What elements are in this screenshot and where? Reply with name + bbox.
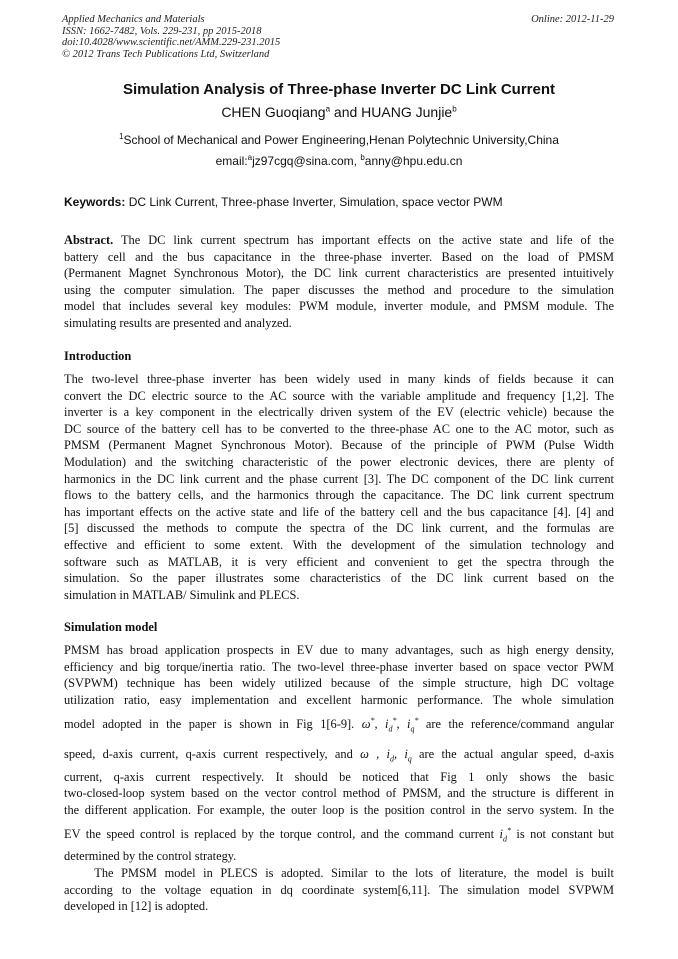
sim-line: two-closed-loop system based on the vector control method of PMSM, and the structure is different in — [64, 786, 614, 801]
author-1-sup: a — [325, 104, 331, 114]
intro-line: convert the DC electric source to the AC source with the variable amplitude and frequency [1,2]. The — [64, 388, 614, 403]
authors — [0, 104, 678, 120]
journal-name: Applied Mechanics and Materials — [62, 14, 205, 25]
issn: ISSN: 1662-7482, Vols. 229-231, pp 2015-2018 — [62, 25, 262, 37]
section-heading-introduction: Introduction — [64, 349, 132, 363]
introduction-body — [64, 371, 614, 603]
intro-line: PMSM (Permanent Magnet Synchronous Motor). Because of the principle of PWM (Pulse Width — [64, 438, 614, 453]
email-label: email: — [215, 154, 248, 168]
intro-line: has important effects on the active state and life of the battery cell and the bus capacitance [4]. [4] and — [64, 504, 614, 519]
intro-line: [5] discussed the methods to compute the spectra of the DC link current, and the formulas are — [64, 521, 614, 536]
sim-line-symbols-2: speed, d-axis current, q-axis current respectively, and ω , $i_d$, $i_q$ are the actual angular speed, d-axis — [64, 747, 614, 764]
email-2[interactable]: anny@hpu.edu.cn — [364, 154, 463, 168]
email-1[interactable]: jz97cgq@sina.com, — [252, 154, 361, 168]
keywords-label: Keywords: — [64, 195, 126, 209]
email-sup-b: b — [360, 153, 365, 162]
sim-para2-line: developed in [12] is adopted. — [64, 899, 209, 914]
affiliation — [0, 133, 678, 147]
email-line — [0, 154, 678, 168]
intro-line: harmonics in the DC link current and the phase current [3]. The DC component of the DC link current — [64, 471, 614, 486]
intro-line: DC source of the battery cell has to be converted to the three-phase AC one to the AC motor, such as — [64, 421, 614, 436]
keywords — [64, 195, 503, 209]
simulation-model-body — [64, 642, 614, 915]
abstract-label: Abstract. — [64, 233, 114, 247]
keywords-text: DC Link Current, Three-phase Inverter, Simulation, space vector PWM — [125, 195, 503, 209]
doi: doi:10.4028/www.scientific.net/AMM.229-231.2015 — [62, 37, 281, 48]
sim-line: the different application. For example, the outer loop is the position control in the servo system. In the — [64, 802, 614, 817]
omega-star-symbol: ω*, $i_d^*$, $i_q^*$ — [361, 716, 419, 734]
sim-line: PMSM has broad application prospects in EV due to many advantages, such as high energy density, — [64, 643, 614, 657]
omega-symbol: ω , $i_d$, $i_q$ — [360, 747, 412, 764]
sim-line-symbols-3: EV the speed control is replaced by the torque control, and the command current $i_d^*$ is not constant but — [64, 826, 614, 844]
affiliation-text: School of Mechanical and Power Engineering,Henan Polytechnic University,China — [123, 133, 559, 147]
abstract-line: using the computer simulation. The paper discusses the method and procedure to the simulation — [64, 282, 614, 297]
intro-line: simulation in MATLAB/ Simulink and PLECS. — [64, 587, 300, 602]
id-star-symbol: $i_d^*$ — [499, 826, 511, 844]
intro-line: simulation. So the paper illustrates some characteristics of the DC link current based on the — [64, 571, 614, 586]
sim-line-symbols-1: model adopted in the paper is shown in Fig 1[6-9]. ω*, $i_d^*$, $i_q^*$ are the reference/command angular — [64, 716, 614, 734]
abstract-line: model that includes several key modules: PWM module, inverter module, and PMSM module. The — [64, 299, 614, 314]
intro-line: Modulation) and the switching characteristic of the power electronic devices, there are plenty of — [64, 454, 614, 469]
intro-line: effective and efficient to some extent. With the development of the simulation technology and — [64, 537, 614, 552]
sim-line: (SVPWM) technique has been widely utilized because of the simple structure, high DC voltage — [64, 676, 614, 691]
sim-line: determined by the control strategy. — [64, 849, 237, 864]
intro-line: software such as MATLAB, it is very efficient and convenient to get the spectra through the — [64, 554, 614, 569]
abstract-line: (Permanent Magnet Synchronous Motor), the DC link current characteristics are presented intuitively — [64, 266, 614, 281]
abstract-line: The DC link current spectrum has important effects on the active state and life of the — [113, 233, 614, 247]
sim-line: utilization ratio, easy implementation and excellent harmonic performance. The whole simulation — [64, 692, 614, 707]
copyright: © 2012 Trans Tech Publications Ltd, Switzerland — [62, 48, 270, 60]
author-1: CHEN Guoqiang — [221, 104, 326, 120]
abstract — [64, 232, 614, 332]
sim-para2-line: The PMSM model in PLECS is adopted. Similar to the lots of literature, the model is built — [64, 865, 614, 880]
paper-title: Simulation Analysis of Three-phase Inverter DC Link Current — [122, 81, 556, 98]
email-sup-a: a — [247, 153, 253, 162]
intro-line: flows to the battery cells, and the harmonics through the capacitance. The DC link current spectrum — [64, 488, 614, 503]
journal-header — [62, 14, 280, 60]
intro-line: The two-level three-phase inverter has been widely used in many kinds of fields because it can — [64, 372, 614, 386]
sim-line: current, q-axis current respectively. It should be noticed that Fig 1 only shows the basic — [64, 769, 614, 784]
abstract-line: simulating results are presented and analyzed. — [64, 315, 292, 330]
abstract-line: battery cell and the bus capacitance in the three-phase inverter. Based on the load of PMSM — [64, 249, 614, 264]
sim-line: efficiency and big torque/inertia ratio. The two-level three-phase inverter based on space vector PWM — [64, 659, 614, 674]
author-2: and HUANG Junjie — [330, 104, 453, 120]
author-2-sup: b — [452, 104, 457, 114]
intro-line: inverter is a key component in the electrically driven system of the EV (electric vehicle) because the — [64, 405, 614, 420]
affiliation-sup: 1 — [119, 132, 124, 141]
sim-para2-line: according to the voltage equation in dq coordinate system[6,11]. The simulation model SVPWM — [64, 882, 614, 897]
section-heading-simulation-model: Simulation model — [64, 620, 158, 634]
online-date: Online: 2012-11-29 — [531, 14, 614, 25]
